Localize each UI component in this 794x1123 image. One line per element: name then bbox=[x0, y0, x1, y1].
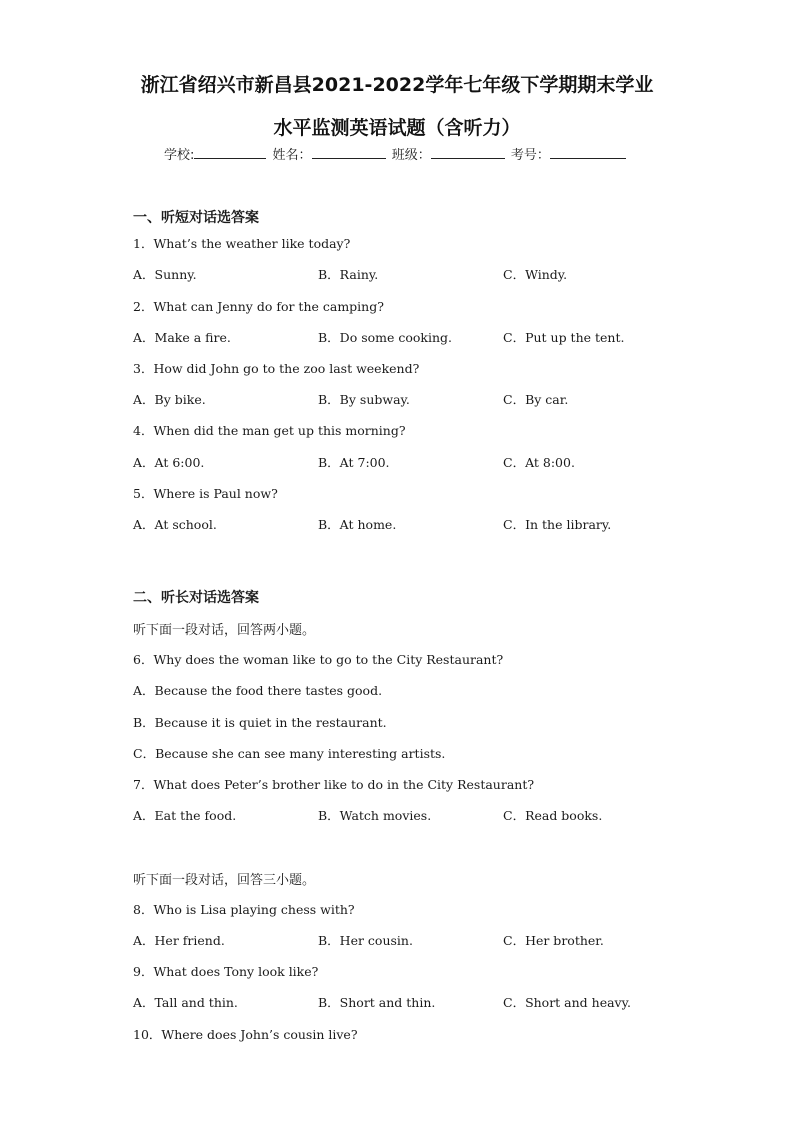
question-9: 9．What does Tony look like? bbox=[133, 964, 319, 979]
question-3: 3．How did John go to the zoo last weekend? bbox=[133, 361, 420, 376]
question-7: 7．What does Peter’s brother like to do in the City Restaurant? bbox=[133, 777, 535, 792]
q3-option-c[interactable]: C．By car. bbox=[503, 392, 569, 407]
question-6: 6．Why does the woman like to go to the City Restaurant? bbox=[133, 652, 504, 667]
q9-option-a[interactable]: A．Tall and thin. bbox=[133, 995, 238, 1010]
question-10: 10．Where does John’s cousin live? bbox=[133, 1027, 358, 1042]
q2-option-b[interactable]: B．Do some cooking. bbox=[318, 330, 453, 345]
q1-option-c[interactable]: C．Windy. bbox=[503, 267, 568, 282]
q8-option-b[interactable]: B．Her cousin. bbox=[318, 933, 413, 948]
name-blank[interactable] bbox=[312, 145, 386, 159]
q2-option-a[interactable]: A．Make a fire. bbox=[133, 330, 231, 345]
question-1: 1．What’s the weather like today? bbox=[133, 236, 351, 251]
q7-option-a[interactable]: A．Eat the food. bbox=[133, 808, 237, 823]
q1-option-a[interactable]: A．Sunny. bbox=[133, 267, 197, 282]
page-subtitle: 水平监测英语试题（含听力） bbox=[273, 117, 521, 139]
question-5: 5．Where is Paul now? bbox=[133, 486, 278, 501]
q3-option-a[interactable]: A．By bike. bbox=[133, 392, 206, 407]
section1-heading: 一、听短对话选答案 bbox=[133, 210, 259, 226]
q9-option-b[interactable]: B．Short and thin. bbox=[318, 995, 436, 1010]
student-info-row bbox=[164, 144, 628, 163]
q1-option-b[interactable]: B．Rainy. bbox=[318, 267, 379, 282]
q6-option-c[interactable]: C．Because she can see many interesting artists. bbox=[133, 746, 446, 761]
section2-intro-2: 听下面一段对话，回答三小题。 bbox=[133, 873, 316, 888]
school-label: 学校: bbox=[164, 148, 195, 163]
q7-option-c[interactable]: C．Read books. bbox=[503, 808, 603, 823]
q4-option-a[interactable]: A．At 6:00. bbox=[133, 455, 205, 470]
name-label: 姓名： bbox=[272, 148, 312, 163]
exam-number-blank[interactable] bbox=[550, 145, 626, 159]
school-blank[interactable] bbox=[194, 145, 266, 159]
class-label: 班级： bbox=[391, 148, 431, 163]
question-2: 2．What can Jenny do for the camping? bbox=[133, 299, 384, 314]
q4-option-c[interactable]: C．At 8:00. bbox=[503, 455, 575, 470]
class-blank[interactable] bbox=[431, 145, 505, 159]
section2-heading: 二、听长对话选答案 bbox=[133, 590, 259, 606]
q8-option-c[interactable]: C．Her brother. bbox=[503, 933, 604, 948]
q8-option-a[interactable]: A．Her friend. bbox=[133, 933, 225, 948]
question-8: 8．Who is Lisa playing chess with? bbox=[133, 902, 355, 917]
q6-option-b[interactable]: B．Because it is quiet in the restaurant. bbox=[133, 715, 387, 730]
q5-option-c[interactable]: C．In the library. bbox=[503, 517, 612, 532]
q9-option-c[interactable]: C．Short and heavy. bbox=[503, 995, 631, 1010]
q7-option-b[interactable]: B．Watch movies. bbox=[318, 808, 432, 823]
q3-option-b[interactable]: B．By subway. bbox=[318, 392, 410, 407]
q5-option-b[interactable]: B．At home. bbox=[318, 517, 397, 532]
q5-option-a[interactable]: A．At school. bbox=[133, 517, 217, 532]
exam-number-label: 考号： bbox=[510, 148, 550, 163]
q4-option-b[interactable]: B．At 7:00. bbox=[318, 455, 390, 470]
page-title: 浙江省绍兴市新昌县2021-2022学年七年级下学期期末学业 bbox=[140, 74, 654, 96]
q2-option-c[interactable]: C．Put up the tent. bbox=[503, 330, 625, 345]
q6-option-a[interactable]: A．Because the food there tastes good. bbox=[133, 683, 383, 698]
section2-intro-1: 听下面一段对话，回答两小题。 bbox=[133, 623, 316, 638]
question-4: 4．When did the man get up this morning? bbox=[133, 423, 406, 438]
